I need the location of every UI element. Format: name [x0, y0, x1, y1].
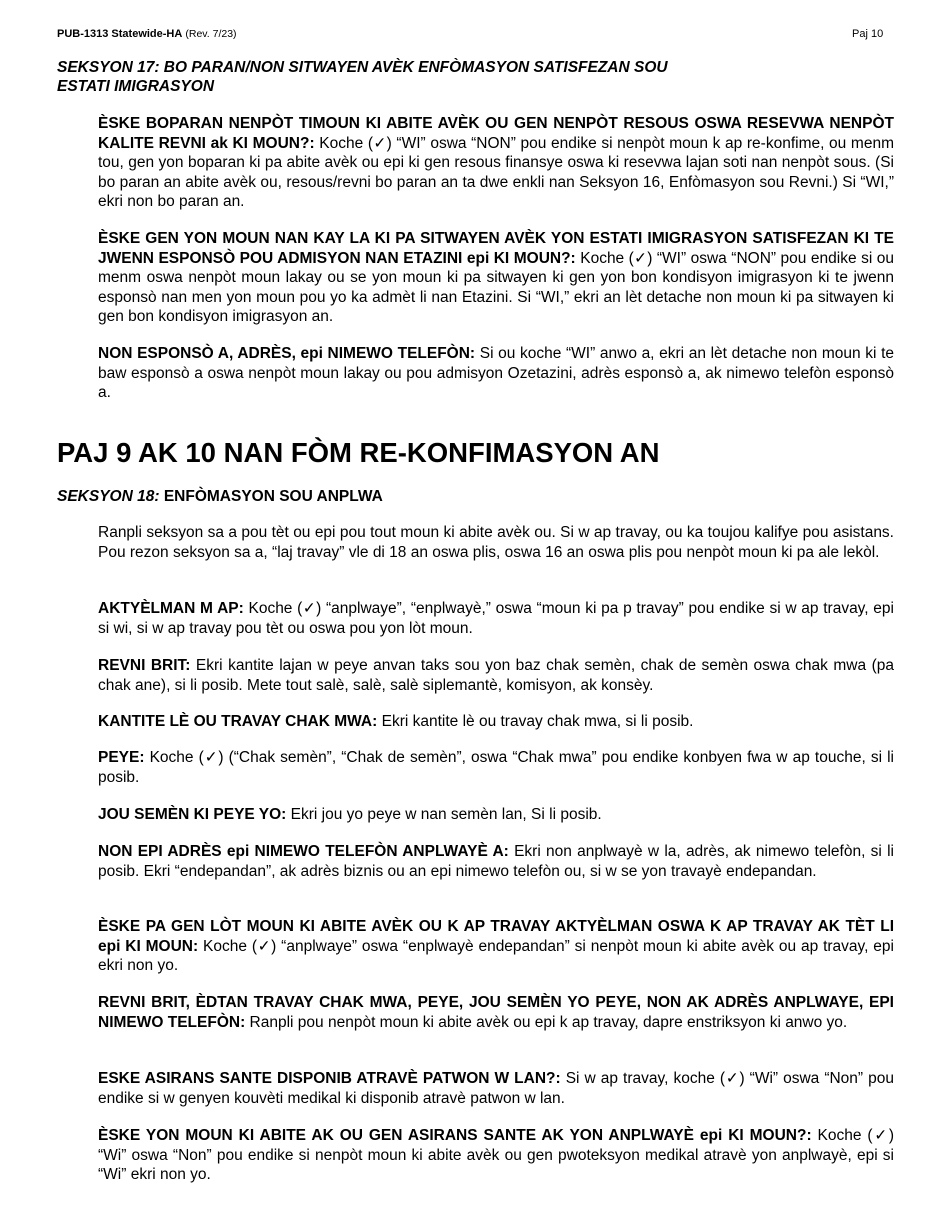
- section-18-paragraph: [98, 1069, 894, 1108]
- section-17-title: [57, 58, 857, 96]
- paragraph-text: Koche (✓) “anplwaye” oswa “enplwayè endepandan” si nenpòt moun ki abite avèk ou ap travay, epi ekri non yo.: [98, 937, 894, 974]
- section-18-name: ENFÒMASYON SOU ANPLWA: [159, 488, 383, 505]
- section-18-paragraph: [98, 805, 894, 825]
- section-18-paragraph: [98, 842, 894, 881]
- section-18-paragraph: [98, 599, 894, 638]
- paragraph-text: Koche (✓) (“Chak semèn”, “Chak de semèn”, oswa “Chak mwa” pou endike konbyen fwa w ap touche, si li posib.: [98, 749, 894, 786]
- paragraph-label: ESKE ASIRANS SANTE DISPONIB ATRAVÈ PATWON W LAN?:: [98, 1070, 561, 1087]
- paragraph-label: AKTYÈLMAN M AP:: [98, 600, 244, 617]
- paragraph-label: PEYE:: [98, 749, 145, 766]
- paragraph-label: NON ESPONSÒ A, ADRÈS, epi NIMEWO TELEFÒN:: [98, 345, 476, 362]
- section-18-paragraph: [98, 1126, 894, 1185]
- form-id: PUB-1313 Statewide-HA: [57, 28, 183, 40]
- section-18-paragraph: [98, 917, 894, 976]
- form-revision: (Rev. 7/23): [185, 28, 237, 40]
- paragraph-text: Ekri kantite lajan w peye anvan taks sou yon baz chak semèn, chak de semèn oswa chak mwa (pa chak ane), si li posib. Mete tout salè, salè, salè siplemantè, komisyon, ak konsèy.: [98, 657, 894, 694]
- section-18-paragraph: [98, 748, 894, 787]
- section-18-paragraph: [98, 656, 894, 695]
- paragraph-text: Koche (✓) “WI” oswa “NON” pou endike si nenpòt moun k ap re-konfime, ou menm tou, gen yon boparan ki pa abite avèk ou epi ki gen resous finansye oswa ki resevwa lajan soti nan nenpòt sous. (Si bo paran an abite avèk ou, resous/revni bo paran an ta dwe enkli nan Seksyon 16, Enfòmasyon sou Revni.) Si “WI,” ekri non bo paran an.: [98, 134, 894, 210]
- paragraph-text: Koche (✓) “WI” oswa “NON” pou endike si ou menm oswa nenpòt moun lakay ou se yon moun ki pa sitwayen ki gen yon bon kondisyon imigrasyon ki te jwenn esponsò nan men yon moun pou yo ka admèt li nan Etazini. Si “WI,” ekri an lèt detache non moun ki pa sitwayen ki gen bon kondisyon imigrasyon an.: [98, 249, 895, 325]
- paragraph-label: ÈSKE GEN YON MOUN NAN KAY LA KI PA SITWAYEN AVÈK YON ESTATI IMIGRASYON SATISFEZAN KI TE JWENN ESPONSÒ POU ADMISYON NAN ETAZINI epi KI MOUN?:: [98, 230, 894, 267]
- paragraph-label: ÈSKE PA GEN LÒT MOUN KI ABITE AVÈK OU K AP TRAVAY AKTYÈLMAN OSWA K AP TRAVAY AK TÈT LI epi KI MOUN:: [98, 918, 894, 955]
- section-17-paragraph: [98, 114, 894, 212]
- paragraph-label: KANTITE LÈ OU TRAVAY CHAK MWA:: [98, 713, 378, 730]
- form-identifier: [57, 28, 237, 40]
- section-18-paragraph: [98, 712, 894, 732]
- paragraph-label: REVNI BRIT:: [98, 657, 191, 674]
- section-18-intro: Ranpli seksyon sa a pou tèt ou epi pou tout moun ki abite avèk ou. Si w ap travay, ou ka toujou kalifye pou asistans. Pou rezon seksyon sa a, “laj travay” vle di 18 an oswa plis, oswa 16 an oswa plis pou nenpòt moun ki pa ale lekòl.: [98, 524, 894, 561]
- paragraph-text: Si w ap travay, koche (✓) “Wi” oswa “Non” pou endike si w genyen kouvèti medikal ki disponib atravè patwon w lan.: [98, 1070, 894, 1107]
- section-17-title-line-2: ESTATI IMIGRASYON: [57, 78, 215, 95]
- section-17-title-line-1: SEKSYON 17: BO PARAN/NON SITWAYEN AVÈK ENFÒMASYON SATISFEZAN SOU: [57, 59, 668, 76]
- paragraph-label: REVNI BRIT, ÈDTAN TRAVAY CHAK MWA, PEYE, JOU SEMÈN YO PEYE, NON AK ADRÈS ANPLWAYE, EPI NIMEWO TELEFÒN:: [98, 994, 894, 1031]
- page-number: Paj 10: [852, 28, 884, 40]
- paragraph-label: ÈSKE YON MOUN KI ABITE AK OU GEN ASIRANS SANTE AK YON ANPLWAYÈ epi KI MOUN?:: [98, 1127, 812, 1144]
- section-18-title: [57, 487, 383, 506]
- paragraph-text: Si ou koche “WI” anwo a, ekri an lèt detache non moun ki te baw esponsò a oswa nenpòt moun lakay ou pou admisyon Ozetazini, adrès esponsò a, ak nimewo telefòn esponsò a.: [98, 345, 894, 401]
- paragraph-text: Ekri jou yo peye w nan semèn lan, Si li posib.: [286, 806, 602, 823]
- paragraph-label: NON EPI ADRÈS epi NIMEWO TELEFÒN ANPLWAYÈ A:: [98, 843, 509, 860]
- paragraph-text: Ranpli pou nenpòt moun ki abite avèk ou epi k ap travay, dapre enstriksyon ki anwo yo.: [245, 1013, 848, 1031]
- paragraph-label: JOU SEMÈN KI PEYE YO:: [98, 806, 287, 823]
- paragraph-label: ÈSKE BOPARAN NENPÒT TIMOUN KI ABITE AVÈK OU GEN NENPÒT RESOUS OSWA RESEVWA NENPÒT KALITE REVNI ak KI MOUN?:: [98, 115, 894, 152]
- section-17-paragraph: [98, 229, 894, 327]
- paragraph-text: Ekri non anplwayè w la, adrès, ak nimewo telefòn, si li posib. Ekri “endepandan”, ak adrès biznis ou an epi nimewo telefòn ou, si w se yon travayè endepandan.: [98, 843, 894, 880]
- section-18-paragraph: [98, 993, 894, 1032]
- paragraph-text: Koche (✓) “anplwaye”, “enplwayè,” oswa “moun ki pa p travay” pou endike si w ap travay, epi si wi, si w ap travay pou tèt ou oswa pou yon lòt moun.: [98, 600, 894, 637]
- paragraph-text: Koche (✓) “Wi” oswa “Non” pou endike si nenpòt moun ki abite avèk ou gen pwoteksyon medikal atravè yon anplwayè, epi si “Wi” ekri non yo.: [98, 1127, 894, 1183]
- main-heading: PAJ 9 AK 10 NAN FÒM RE-KONFIMASYON AN: [57, 437, 660, 468]
- section-18-prefix: SEKSYON 18:: [57, 488, 160, 505]
- paragraph-text: Ekri kantite lè ou travay chak mwa, si li posib.: [377, 713, 694, 730]
- section-17-paragraph: [98, 344, 894, 403]
